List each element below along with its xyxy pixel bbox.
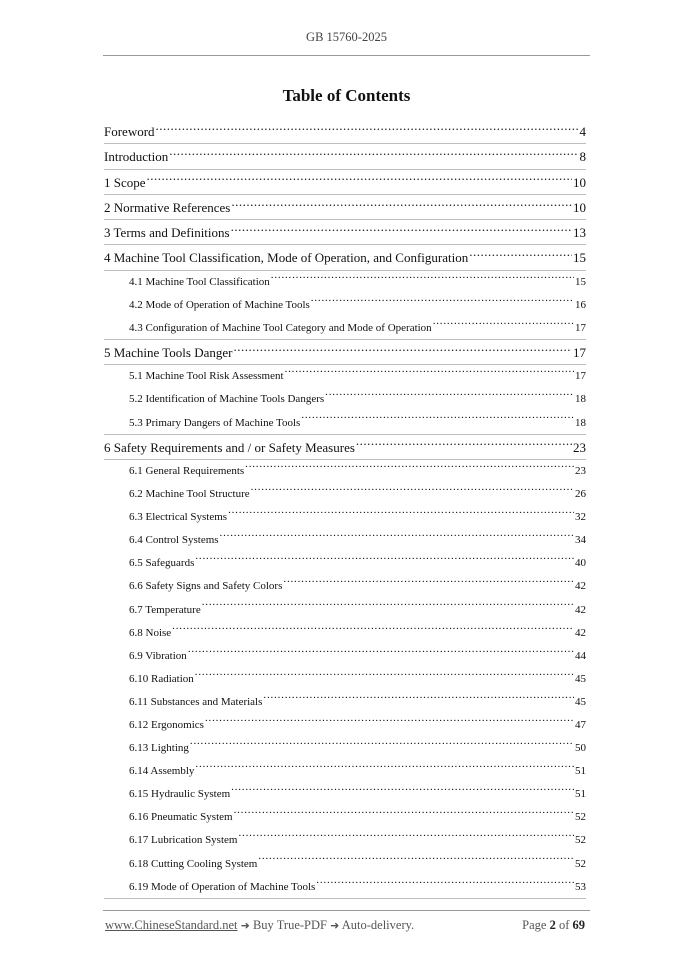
toc-entry-label: 6.19 Mode of Operation of Machine Tools [129,880,316,893]
footer-left [105,918,414,933]
toc-dot-leader [169,148,578,161]
right-arrow-icon: ➜ [330,919,340,932]
toc-entry[interactable] [104,220,586,245]
toc-dot-leader [231,224,572,237]
toc-entry-label: 4.1 Machine Tool Classification [129,275,270,288]
toc-page-number: 17 [575,370,586,383]
toc-page-number: 17 [575,321,586,334]
toc-entry-label: Foreword [104,124,155,139]
toc-page-number: 52 [575,811,586,824]
toc-entry-label: 6.9 Vibration [129,649,187,662]
toc-subentry[interactable] [104,876,586,899]
toc-page-number: 32 [575,511,586,524]
toc-entry[interactable] [104,245,586,270]
toc-subentry[interactable] [104,599,586,622]
toc-dot-leader [258,856,574,867]
toc-page-number: 45 [575,672,586,685]
toc-dot-leader [205,717,574,728]
toc-dot-leader [231,199,572,212]
toc-entry-label: 2 Normative References [104,199,231,215]
toc-page-number: 16 [575,298,586,311]
toc-dot-leader [433,320,574,331]
toc-entry-label: 6.13 Lighting [129,742,189,755]
toc-dot-leader [231,786,574,797]
toc-entry-label: 6.1 General Requirements [129,464,245,477]
page-word: Page [522,918,547,932]
toc-dot-leader [172,625,574,636]
toc-page-number: 44 [575,649,586,662]
toc-dot-leader [195,555,574,566]
toc-dot-leader [156,123,579,136]
toc-entry-label: 5.2 Identification of Machine Tools Dangers [129,393,325,406]
right-arrow-icon: ➜ [240,919,250,932]
delivery-text: Auto-delivery. [341,918,415,932]
toc-subentry[interactable] [104,483,586,506]
toc-page-number: 13 [573,225,586,241]
toc-dot-leader [356,439,572,452]
toc-dot-leader [325,391,574,402]
toc-page-number: 15 [573,250,586,266]
toc-entry[interactable] [104,195,586,220]
toc-subentry[interactable] [104,529,586,552]
toc-subentry[interactable] [104,506,586,529]
toc-subentry[interactable] [104,552,586,575]
toc-entry-label: 6.4 Control Systems [129,534,219,547]
toc-page-number: 52 [575,857,586,870]
toc-subentry[interactable] [104,691,586,714]
toc-page-number: 10 [573,199,586,215]
toc-entry-label: 5 Machine Tools Danger [104,345,233,361]
toc-subentry[interactable] [104,645,586,668]
toc-entry-label: 4.2 Mode of Operation of Machine Tools [129,298,310,311]
toc-entry-label: 6 Safety Requirements and / or Safety Measures [104,439,355,455]
toc-dot-leader [220,532,574,543]
toc-entry[interactable] [104,435,586,460]
toc-subentry[interactable] [104,622,586,645]
toc-dot-leader [316,879,574,890]
toc-dot-leader [301,415,574,426]
toc-entry-label: 6.12 Ergonomics [129,718,204,731]
page-title: Table of Contents [282,86,411,105]
toc-entry-label: 4.3 Configuration of Machine Tool Category and Mode of Operation [129,321,432,334]
toc-page-number: 51 [575,765,586,778]
toc-page-number: 42 [575,603,586,616]
toc-entry-label: 1 Scope [104,174,146,190]
toc-subentry[interactable] [104,412,586,435]
running-header [0,30,693,45]
toc-dot-leader [147,174,572,187]
toc-dot-leader [190,740,574,751]
toc-page-number: 23 [573,439,586,455]
toc-dot-leader [238,832,574,843]
total-pages: 69 [572,918,585,932]
toc-page-number: 18 [575,393,586,406]
toc-entry-label: 3 Terms and Definitions [104,225,230,241]
toc-subentry[interactable] [104,853,586,876]
table-of-contents [104,119,586,899]
toc-page-number: 42 [575,626,586,639]
toc-entry[interactable] [104,340,586,365]
toc-page-number: 26 [575,488,586,501]
toc-page-number: 45 [575,695,586,708]
toc-page-number: 47 [575,718,586,731]
toc-entry-label: 6.15 Hydraulic System [129,788,231,801]
toc-entry[interactable] [104,119,586,144]
site-link[interactable]: www.ChineseStandard.net [105,918,238,932]
toc-page-number: 17 [573,345,586,361]
document-id: GB 15760-2025 [306,30,387,44]
toc-entry[interactable] [104,170,586,195]
toc-subentry[interactable] [104,575,586,598]
toc-dot-leader [195,671,574,682]
toc-subentry[interactable] [104,783,586,806]
toc-entry-label: 6.2 Machine Tool Structure [129,488,250,501]
toc-page-number: 23 [575,464,586,477]
toc-dot-leader [263,694,574,705]
toc-page-number: 50 [575,742,586,755]
toc-page-number: 10 [573,174,586,190]
toc-entry-label: 6.7 Temperature [129,603,201,616]
toc-page-number: 34 [575,534,586,547]
toc-entry-label: 6.18 Cutting Cooling System [129,857,258,870]
toc-page-number: 53 [575,880,586,893]
toc-dot-leader [251,486,574,497]
toc-subentry[interactable] [104,365,586,388]
page-footer [105,918,585,933]
toc-entry-label: 4 Machine Tool Classification, Mode of Operation, and Configuration [104,250,469,266]
toc-subentry[interactable] [104,760,586,783]
toc-page-number: 8 [579,149,586,165]
toc-dot-leader [234,809,574,820]
toc-dot-leader [228,509,574,520]
page-number: 2 [549,918,556,932]
page-indicator [522,918,585,933]
toc-subentry[interactable] [104,460,586,483]
toc-subentry[interactable] [104,388,586,411]
buy-text: Buy True-PDF [252,918,327,932]
toc-dot-leader [245,463,574,474]
toc-page-number: 52 [575,834,586,847]
toc-entry-label: 5.3 Primary Dangers of Machine Tools [129,416,301,429]
toc-page-number: 40 [575,557,586,570]
toc-dot-leader [188,648,574,659]
toc-dot-leader [283,578,574,589]
toc-entry-label: 6.17 Lubrication System [129,834,238,847]
toc-entry-label: 6.11 Substances and Materials [129,695,263,708]
toc-entry-label: 6.6 Safety Signs and Safety Colors [129,580,283,593]
toc-dot-leader [271,274,574,285]
toc-entry-label: Introduction [104,149,169,165]
toc-entry-label: 6.14 Assembly [129,765,195,778]
toc-dot-leader [469,249,572,262]
toc-entry-label: 6.10 Radiation [129,672,194,685]
toc-entry-label: 6.16 Pneumatic System [129,811,233,824]
footer-rule [103,910,590,911]
toc-subentry[interactable] [104,294,586,317]
header-rule [103,55,590,56]
toc-page-number: 18 [575,416,586,429]
toc-page-number: 42 [575,580,586,593]
toc-page-number: 15 [575,275,586,288]
toc-entry[interactable] [104,144,586,169]
toc-subentry[interactable] [104,317,586,340]
toc-subentry[interactable] [104,806,586,829]
toc-page-number: 4 [579,124,586,139]
toc-subentry[interactable] [104,829,586,852]
toc-dot-leader [195,763,574,774]
toc-dot-leader [233,344,572,357]
toc-dot-leader [285,368,574,379]
toc-page-number: 51 [575,788,586,801]
toc-subentry[interactable] [104,668,586,691]
toc-subentry[interactable] [104,737,586,760]
toc-dot-leader [311,297,574,308]
toc-entry-label: 6.3 Electrical Systems [129,511,228,524]
toc-entry-label: 5.1 Machine Tool Risk Assessment [129,370,284,383]
toc-subentry[interactable] [104,271,586,294]
toc-entry-label: 6.5 Safeguards [129,557,195,570]
toc-dot-leader [202,602,574,613]
toc-subentry[interactable] [104,714,586,737]
of-word: of [558,918,570,932]
toc-entry-label: 6.8 Noise [129,626,172,639]
